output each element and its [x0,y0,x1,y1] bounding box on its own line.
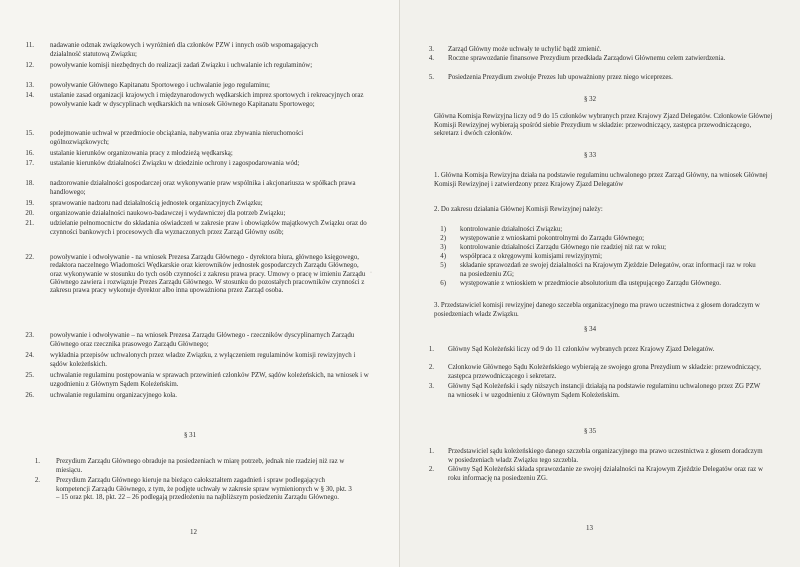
list-item: ustalanie zasad organizacji krajowych i międzynarodowych wędkarskich imprez sportowych i rekreacyjnych oraz powoływanie kadr w dyscyplinach wędkarskich na wniosek Głównego Kapitanatu Sportowego; [50,92,364,108]
page-number: 12 [190,528,197,536]
item-number: 2) [440,235,446,242]
list-item: podejmowanie uchwał w przedmiocie obciążania, nabywania oraz zbywania nieruchomości ogólnozwiązkowych; [50,130,304,146]
list-item: występowanie z wnioskiem w przedmiocie absolutorium dla ustępującego Zarządu Głównego. [460,280,722,287]
item-number: 1. [428,346,434,353]
list-item: współpraca z okręgowymi komisjami rewizyjnymi; [460,253,602,260]
list-item: nadawanie odznak związkowych i wyróżnień dla członków PZW i innych osób wspomagających działalność statutową Związku; [50,42,318,58]
page-number: 13 [586,524,593,532]
right-page [400,0,800,567]
item-number: 24. [25,352,34,359]
list-item: Główny Sąd Koleżeński składa sprawozdanie ze swojej działalności na Krajowym Zjeździe Delegatów oraz raz w roku informację na posiedzeniu ZG. [448,466,763,482]
item-number: 25. [25,372,34,379]
list-item: występowanie z wnioskami pokontrolnymi do Zarządu Głównego; [460,235,645,242]
list-item: Roczne sprawozdanie finansowe Prezydium przedkłada Zarządowi Głównemu celem zatwierdzenia. [448,55,726,62]
list-item: powoływanie i odwoływanie – na wniosek Prezesa Zarządu Głównego - rzeczników dyscyplinarnych Zarządu Głównego oraz rzecznika prasowego Zarządu Głównego; [50,332,355,348]
list-item: ustalanie kierunków organizowania pracy z młodzieżą wędkarską; [50,150,233,157]
item-number: 4) [440,253,446,260]
item-number: 26. [25,392,34,399]
paragraph: Główna Komisja Rewizyjna liczy od 9 do 15 członków wybranych przez Krajowy Zjazd Delegatów. Członkowie Głównej Komisji Rewizyjnej wybierają spośród siebie Prezydium w składzie: przewodniczący, zastępca przewodniczącego, sekretarz i dwóch członków. [434,113,773,138]
item-number: 2. [428,466,434,473]
item-number: 5) [440,262,446,269]
list-item: nadzorowanie działalności gospodarczej oraz wykonywanie praw wspólnika i akcjonariusza w spółkach prawa handlowego; [50,180,356,196]
paragraph: 3. Przedstawiciel komisji rewizyjnej danego szczebla organizacyjnego ma prawo uczestnictwa z głosem doradczym w posiedzeniach władz Związku. [434,302,760,318]
paragraph: 1. Główna Komisja Rewizyjna działa na podstawie regulaminu uchwalonego przez Zarząd Główny, na wniosek Głównej Komisji Rewizyjnej i zatwierdzony przez Krajowy Zjazd Delegatów [434,172,768,188]
item-number: 23. [25,332,34,339]
list-item: organizowanie działalności naukowo-badawczej i wydawniczej dla potrzeb Związku; [50,210,286,217]
list-item: Prezydium Zarządu Głównego kieruje na bieżąco całokształtem zagadnień i spraw podlegających kompetencji Zarządu Głównego, z tym, że podjęte uchwały w zakresie spraw wymienionych w § 30, pkt. 3 – 15 oraz pkt. 18, pkt. 22 – 26 podlegają przedłożeniu na najbliższym posiedzeniu Zarządu Głównego. [56,477,352,502]
item-number: 12. [25,62,34,69]
section-heading: § 34 [583,326,597,333]
item-number: 2. [34,477,40,484]
item-number: 21. [25,220,34,227]
section-heading: § 35 [583,428,597,435]
list-item: udzielanie pełnomocnictw do składania oświadczeń w zakresie praw i obowiązków majątkowych Związku oraz do czynności bankowych i procesowych dla wyznaczonych przez Zarząd Główny osób; [50,220,367,236]
section-heading: § 33 [583,152,597,159]
item-number: 1. [34,458,40,465]
item-number: 22. [25,254,34,261]
item-number: 4. [428,55,434,62]
list-item: powoływanie i odwoływanie - na wniosek Prezesa Zarządu Głównego - dyrektora biura, głównego księgowego, redaktora naczelnego Wiadomości Wędkarskie oraz kierowników jednostek gospodarczych Zarządu Głównego, oraz wykonywanie w stosunku do tych osób czynności z zakresu prawa pracy. Umowy o pracę w imieniu Zarządu Głównego zawiera i rozwiązuje Prezes Zarządu Głównego. W stosunku do pozostałych pracowników czynności z zakresu prawa pracy wykonuje dyrektor albo inna upoważniona przez Zarząd osoba. [50,254,366,295]
list-item: składanie sprawozdań ze swojej działalności na Krajowym Zjeździe Delegatów, oraz informacji raz w roku na posiedzeniu ZG; [460,262,756,278]
item-number: 17. [25,160,34,167]
item-number: 11. [25,42,34,49]
list-item: Zarząd Główny może uchwały te uchylić bądź zmienić. [448,46,602,53]
list-item: Posiedzenia Prezydium zwołuje Prezes lub upoważniony przez niego wiceprezes. [448,74,673,81]
item-number: 1) [440,226,446,233]
item-number: 2. [428,364,434,371]
list-item: Główny Sąd Koleżeński i sądy niższych instancji działają na podstawie regulaminu uchwalonego przez ZG PZW na wniosek i w uzgodnieniu z Głównym Sądem Koleżeńskim. [448,383,761,399]
section-heading: § 32 [583,96,597,103]
list-item: sprawowanie nadzoru nad działalnością jednostek organizacyjnych Związku; [50,200,263,207]
item-number: 6) [440,280,446,287]
item-number: 14. [25,92,34,99]
list-item: ustalanie kierunków działalności Związku w dziedzinie ochrony i zagospodarowania wód; [50,160,300,167]
list-item: wykładnia przepisów uchwalonych przez władze Związku, z wyłączeniem regulaminów komisji rewizyjnych i sądów koleżeńskich. [50,352,356,368]
item-number: 13. [25,82,34,89]
item-number: 15. [25,130,34,137]
item-number: 5. [428,74,434,81]
item-number: 18. [25,180,34,187]
section-heading: § 31 [183,432,197,439]
list-item: powoływanie Głównego Kapitanatu Sportowego i uchwalanie jego regulaminu; [50,82,270,89]
item-number: 16. [25,150,34,157]
list-item: kontrolowanie działalności Zarządu Głównego nie rzadziej niż raz w roku; [460,244,667,251]
scan-mark: · [370,270,372,276]
item-number: 20. [25,210,34,217]
item-number: 1. [428,448,434,455]
list-item: Przedstawiciel sądu koleżeńskiego danego szczebla organizacyjnego ma prawo uczestnictwa z głosem doradczym w posiedzeniach władz Związku tego szczebla. [448,448,763,464]
paragraph: 2. Do zakresu działania Głównej Komisji Rewizyjnej należy: [434,206,603,213]
list-item: Członkowie Głównego Sądu Koleżeńskiego wybierają ze swojego grona Prezydium w składzie: przewodniczący, zastępca przewodniczącego i sekretarz. [448,364,761,380]
item-number: 3) [440,244,446,251]
list-item: powoływanie komisji niezbędnych do realizacji zadań Związku i uchwalanie ich regulaminów; [50,62,313,69]
item-number: 3. [428,46,434,53]
item-number: 19. [25,200,34,207]
item-number: 3. [428,383,434,390]
list-item: Główny Sąd Koleżeński liczy od 9 do 11 członków wybranych przez Krajowy Zjazd Delegatów. [448,346,715,353]
list-item: Prezydium Zarządu Głównego obraduje na posiedzeniach w miarę potrzeb, jednak nie rzadziej niż raz w miesiącu. [56,458,345,474]
list-item: uchwalanie regulaminu postępowania w sprawach przewinień członków PZW, sądów koleżeńskich, na wniosek i w uzgodnieniu z Głównym Sądem Koleżeńskim. [50,372,369,388]
list-item: uchwalanie regulaminu organizacyjnego koła. [50,392,177,399]
list-item: kontrolowanie działalności Związku; [460,226,563,233]
